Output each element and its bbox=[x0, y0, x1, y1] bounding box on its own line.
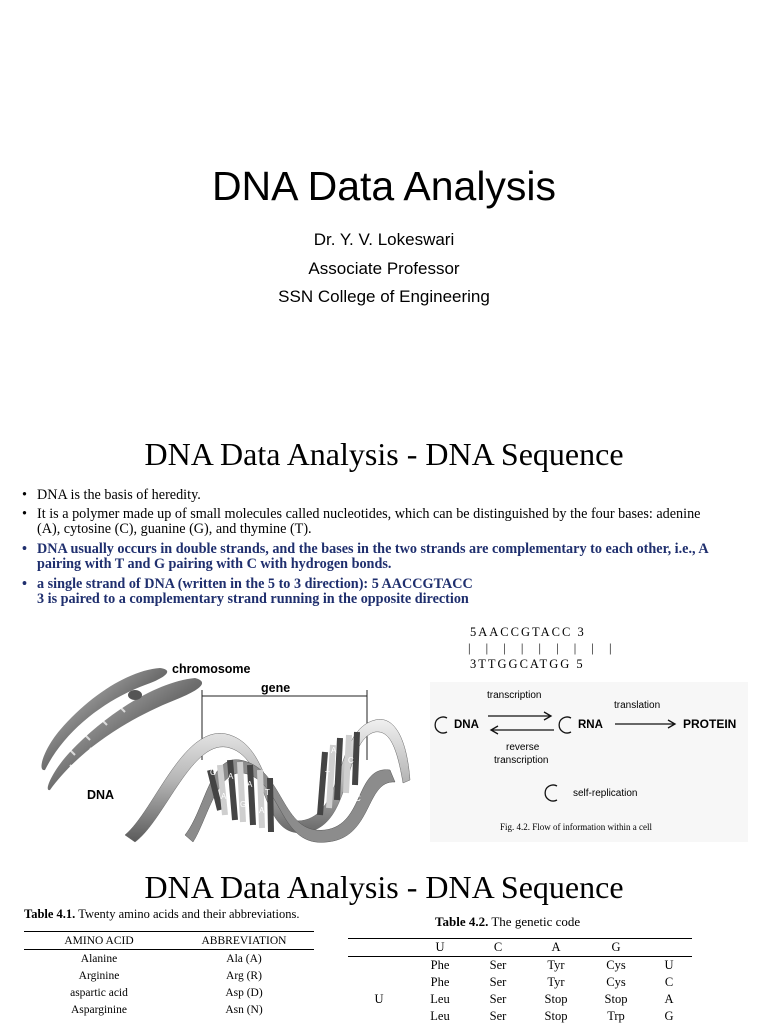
base-letter: T bbox=[297, 728, 302, 737]
reverse-transcription-label: transcription bbox=[494, 755, 549, 766]
bullet-item bbox=[22, 488, 727, 504]
table-row bbox=[24, 950, 314, 968]
table-header: A bbox=[551, 940, 561, 954]
base-letter: G bbox=[210, 768, 217, 777]
table-header: C bbox=[493, 940, 503, 954]
transcription-label: transcription bbox=[487, 690, 542, 701]
table-row bbox=[24, 967, 314, 984]
table-row bbox=[24, 1001, 314, 1018]
table-header bbox=[646, 939, 692, 957]
table-cell: Tyr bbox=[547, 958, 565, 972]
base-letter: C bbox=[355, 794, 361, 803]
translation-label: translation bbox=[614, 700, 661, 711]
table-cell: Stop bbox=[604, 992, 628, 1006]
table-cell: Ala (A) bbox=[226, 952, 262, 965]
author-institution: SSN College of Engineering bbox=[278, 287, 490, 306]
table-cell: U bbox=[664, 958, 674, 972]
bullet-text: a single strand of DNA (written in the 5 to 3 direction): 5 AACCGTACC 3 is paired to a complementary strand running in the opposite direction bbox=[37, 575, 473, 607]
table-cell: Stop bbox=[544, 992, 568, 1006]
table-cell: Asparginine bbox=[70, 1003, 127, 1016]
table-cell: Asp (D) bbox=[225, 986, 263, 999]
slide3-title: DNA Data Analysis - DNA Sequence bbox=[144, 869, 624, 905]
dna-label: DNA bbox=[87, 788, 115, 802]
amino-acid-table bbox=[24, 931, 314, 1018]
table-row bbox=[348, 957, 692, 975]
sequence-bottom-strand: 3TTGGCATGG 5 bbox=[470, 657, 585, 671]
base-letter: T bbox=[325, 770, 330, 779]
table2-caption-number: Table 4.2. bbox=[435, 914, 489, 929]
table-cell: Alanine bbox=[80, 952, 118, 965]
bullet-text: It is a polymer made up of small molecules called nucleotides, which can be distinguished by the four bases: adenine (A), cytosine (C), guanine (G), and thymine (T). bbox=[37, 505, 701, 537]
information-flow-figure bbox=[430, 682, 748, 842]
table-row bbox=[348, 974, 692, 991]
table1-caption-number: Table 4.1. bbox=[24, 907, 76, 921]
bullet-text: DNA usually occurs in double strands, and the bases in the two strands are complementary to each other, i.e., A pairing with T and G pairing with C with hydrogen bonds. bbox=[37, 540, 708, 572]
table-cell: Ser bbox=[489, 992, 507, 1006]
base-letter: A bbox=[221, 792, 227, 801]
table-row bbox=[348, 1008, 692, 1025]
gene-label: gene bbox=[261, 681, 291, 695]
table-cell bbox=[348, 1008, 410, 1025]
base-letter: A bbox=[331, 746, 337, 755]
bullet-item bbox=[22, 577, 482, 608]
table-cell: A bbox=[664, 992, 674, 1006]
author-name: Dr. Y. V. Lokeswari bbox=[313, 230, 455, 249]
slide2-title: DNA Data Analysis - DNA Sequence bbox=[144, 436, 624, 472]
base-letter: T bbox=[287, 718, 292, 727]
base-letter: A bbox=[259, 806, 265, 815]
table-cell: Cys bbox=[606, 975, 626, 989]
table-cell: Leu bbox=[430, 992, 450, 1006]
table-cell: aspartic acid bbox=[70, 986, 128, 999]
genetic-code-table bbox=[348, 938, 692, 1025]
table2-caption bbox=[435, 914, 580, 930]
table-cell: G bbox=[664, 1009, 674, 1023]
bullet-item bbox=[22, 542, 727, 573]
table-cell: Tyr bbox=[547, 975, 565, 989]
table-cell: C bbox=[664, 975, 674, 989]
table-header: U bbox=[435, 940, 445, 954]
figure-caption: Fig. 4.2. Flow of information within a cell bbox=[500, 822, 652, 832]
base-letter: G bbox=[240, 800, 247, 809]
table1-caption-text: Twenty amino acids and their abbreviations. bbox=[75, 907, 300, 921]
bullet-list bbox=[22, 488, 727, 608]
flow-arrows bbox=[430, 682, 748, 842]
table-cell: Cys bbox=[606, 958, 626, 972]
base-letter: G bbox=[317, 740, 324, 749]
base-letter: A bbox=[247, 780, 253, 789]
base-letter: T bbox=[265, 788, 270, 797]
sequence-bonds: | | | | | | | | | bbox=[468, 641, 618, 655]
table-cell: Ser bbox=[489, 975, 507, 989]
table-row bbox=[24, 984, 314, 1001]
table-header: G bbox=[611, 940, 621, 954]
rna-node: RNA bbox=[578, 719, 603, 731]
table-cell: Arg (R) bbox=[226, 969, 262, 982]
self-replication-label: self-replication bbox=[573, 788, 638, 799]
table-cell bbox=[348, 974, 410, 991]
bullet-text: DNA is the basis of heredity. bbox=[37, 487, 201, 503]
chromosome-gene-dna-figure bbox=[35, 660, 415, 845]
table-cell: Asn (N) bbox=[225, 1003, 263, 1016]
sequence-top-strand: 5AACCGTACC 3 bbox=[470, 625, 586, 639]
table-header: AMINO ACID bbox=[64, 934, 134, 947]
dna-helix-illustration bbox=[35, 660, 415, 845]
table-cell: Leu bbox=[430, 1009, 450, 1023]
table1-caption bbox=[24, 907, 299, 922]
protein-node: PROTEIN bbox=[683, 717, 737, 731]
base-letter: A bbox=[228, 772, 234, 781]
table-row bbox=[348, 991, 692, 1008]
table-cell bbox=[348, 957, 410, 975]
dna-node: DNA bbox=[454, 719, 479, 731]
bullet-item bbox=[22, 507, 727, 538]
reverse-label: reverse bbox=[506, 742, 540, 753]
table-cell: U bbox=[374, 992, 384, 1006]
base-letter: A bbox=[278, 732, 284, 741]
table-cell: Phe bbox=[430, 958, 450, 972]
table-cell: Phe bbox=[430, 975, 450, 989]
table-cell: Ser bbox=[489, 1009, 507, 1023]
table2-caption-text: The genetic code bbox=[488, 914, 581, 929]
table-cell: Stop bbox=[544, 1009, 568, 1023]
table-cell: Trp bbox=[607, 1009, 625, 1023]
table-header: ABBREVIATION bbox=[201, 934, 287, 947]
base-letter: C bbox=[348, 756, 354, 765]
chromosome-label: chromosome bbox=[172, 662, 251, 676]
table-header bbox=[348, 939, 410, 957]
table-cell: Arginine bbox=[78, 969, 120, 982]
author-position: Associate Professor bbox=[308, 259, 460, 278]
table-cell: Ser bbox=[489, 958, 507, 972]
slide1-title: DNA Data Analysis bbox=[211, 163, 557, 209]
